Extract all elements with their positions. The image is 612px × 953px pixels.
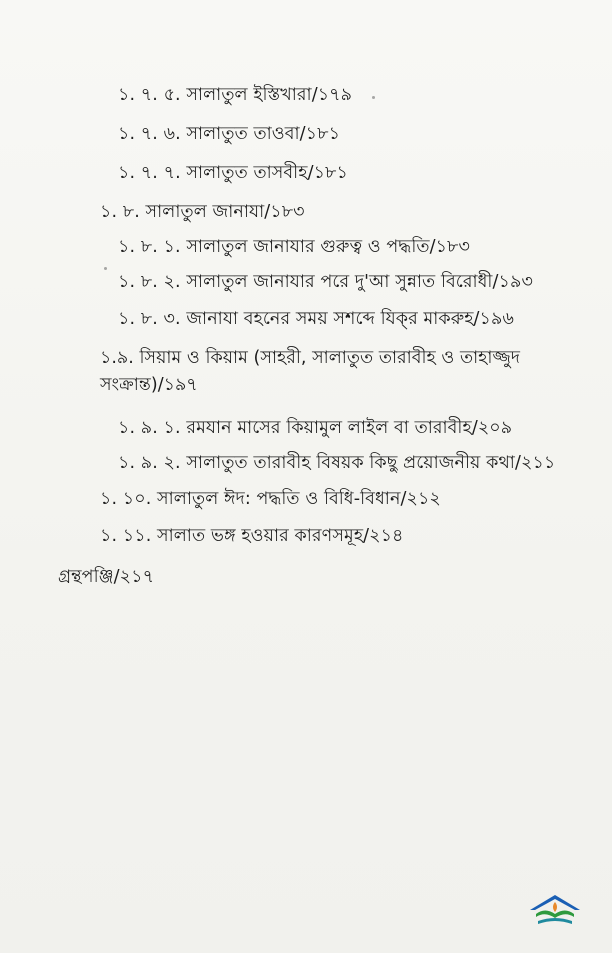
toc-entry-1-9-1: ১. ৯. ১. রমযান মাসের কিয়ামুল লাইল বা তারাবীহ/২০৯ xyxy=(118,418,513,438)
toc-entry-1-10: ১. ১০. সালাতুল ঈদ: পদ্ধতি ও বিধি-বিধান/২১২ xyxy=(100,489,441,509)
toc-entry-1-8-3: ১. ৮. ৩. জানাযা বহনের সময় সশব্দে যিক্‌র মাকরুহ/১৯৬ xyxy=(118,309,514,329)
toc-entry-1-8: ১. ৮. সালাতুল জানাযা/১৮৩ xyxy=(100,202,305,222)
print-speck xyxy=(104,267,107,270)
toc-entry-1-7-5: ১. ৭. ৫. সালাতুল ইস্তিখারা/১৭৯ xyxy=(118,85,353,105)
toc-entry-1-7-7: ১. ৭. ৭. সালাতুত তাসবীহ/১৮১ xyxy=(118,163,348,183)
toc-entry-1-8-2: ১. ৮. ২. সালাতুল জানাযার পরে দু'আ সুন্নাত বিরোধী/১৯৩ xyxy=(118,272,533,292)
publisher-logo-icon xyxy=(528,890,582,930)
toc-entry-1-9: ১.৯. সিয়াম ও কিয়াম (সাহরী, সালাতুত তারাবীহ ও তাহাজ্জুদ সংক্রান্ত)/১৯৭ xyxy=(100,348,520,395)
toc-entry-1-8-1: ১. ৮. ১. সালাতুল জানাযার গুরুত্ব ও পদ্ধতি/১৮৩ xyxy=(118,237,470,257)
toc-entry-1-7-6: ১. ৭. ৬. সালাতুত তাওবা/১৮১ xyxy=(118,124,341,144)
toc-entry-1-9-2: ১. ৯. ২. সালাতুত তারাবীহ বিষয়ক কিছু প্রয়োজনীয় কথা/২১১ xyxy=(118,453,556,473)
toc-entry-bibliography: গ্রন্থপঞ্জি/২১৭ xyxy=(58,567,155,587)
toc-entry-1-11: ১. ১১. সালাত ভঙ্গ হওয়ার কারণসমূহ/২১৪ xyxy=(100,526,404,546)
print-speck xyxy=(372,96,375,99)
